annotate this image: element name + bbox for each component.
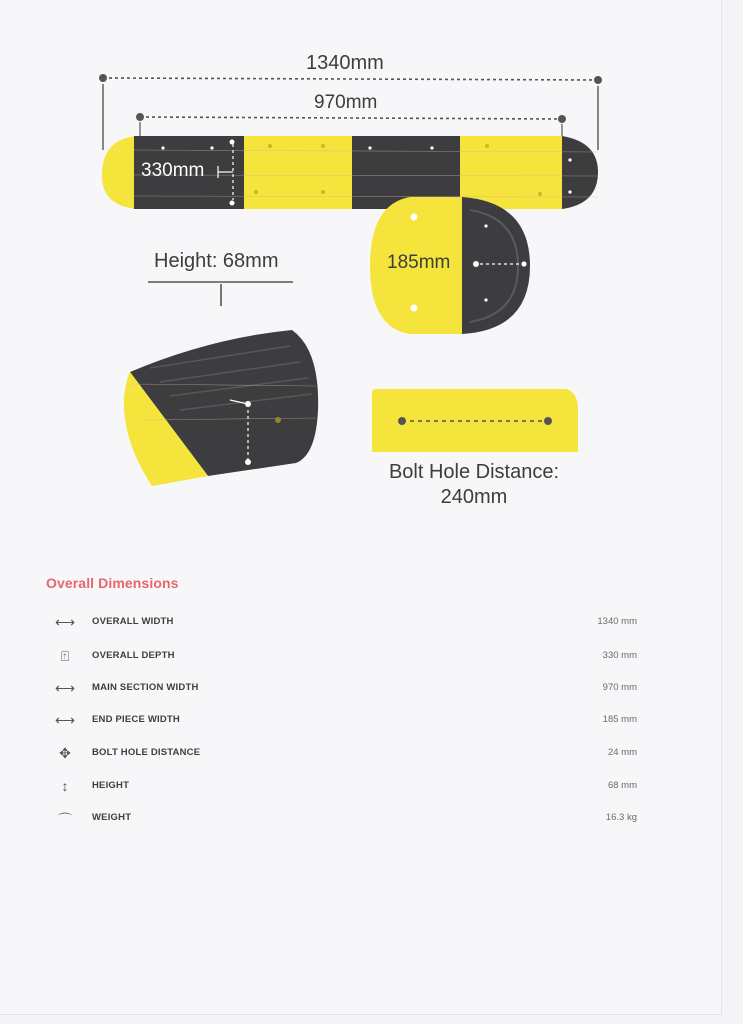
depth-icon: ⍐	[60, 648, 70, 664]
overall-width-label: 1340mm	[306, 52, 384, 74]
spec-label: OVERALL DEPTH	[92, 650, 175, 661]
weight-icon: ⌒	[58, 812, 72, 828]
depth-label: 330mm	[141, 160, 205, 181]
spec-row-overall-width	[0, 613, 721, 633]
spec-value: 330 mm	[602, 650, 637, 661]
spec-label: BOLT HOLE DISTANCE	[92, 747, 201, 758]
spec-label: END PIECE WIDTH	[92, 714, 180, 725]
spec-row-weight	[0, 809, 721, 829]
main-width-dimension	[137, 114, 566, 139]
width-arrows-icon: ⟷	[54, 680, 76, 696]
end-piece-perspective	[124, 330, 318, 486]
spec-value: 68 mm	[607, 780, 637, 791]
section-title: Overall Dimensions	[46, 575, 179, 591]
height-arrow-icon: ↕	[61, 778, 69, 794]
spec-label: MAIN SECTION WIDTH	[92, 682, 199, 693]
spec-row-overall-depth	[0, 647, 721, 667]
width-arrows-icon: ⟷	[54, 712, 76, 728]
end-piece-side-view	[372, 389, 578, 452]
move-arrows-icon: ✥	[59, 745, 71, 761]
spec-row-height	[0, 777, 721, 797]
spec-label: WEIGHT	[92, 812, 132, 823]
bolt-hole-label-line1: Bolt Hole Distance:	[388, 461, 560, 483]
bolt-hole-label	[368, 460, 580, 510]
end-piece-label: 185mm	[387, 252, 451, 273]
spec-label: OVERALL WIDTH	[92, 616, 174, 627]
height-label: Height: 68mm	[154, 250, 279, 272]
spec-value: 16.3 kg	[605, 812, 637, 823]
spec-value: 970 mm	[602, 682, 637, 693]
bolt-hole-label-line2: 240mm	[440, 486, 508, 508]
spec-row-bolt-hole-distance	[0, 744, 721, 764]
spec-row-end-piece-width	[0, 711, 721, 731]
height-marker	[148, 282, 293, 306]
main-width-label: 970mm	[314, 92, 378, 113]
spec-value: 1340 mm	[597, 616, 637, 627]
spec-label: HEIGHT	[92, 780, 130, 791]
spec-value: 24 mm	[607, 747, 637, 758]
width-arrows-icon: ⟷	[54, 614, 76, 630]
spec-row-main-section-width	[0, 679, 721, 699]
spec-value: 185 mm	[602, 714, 637, 725]
